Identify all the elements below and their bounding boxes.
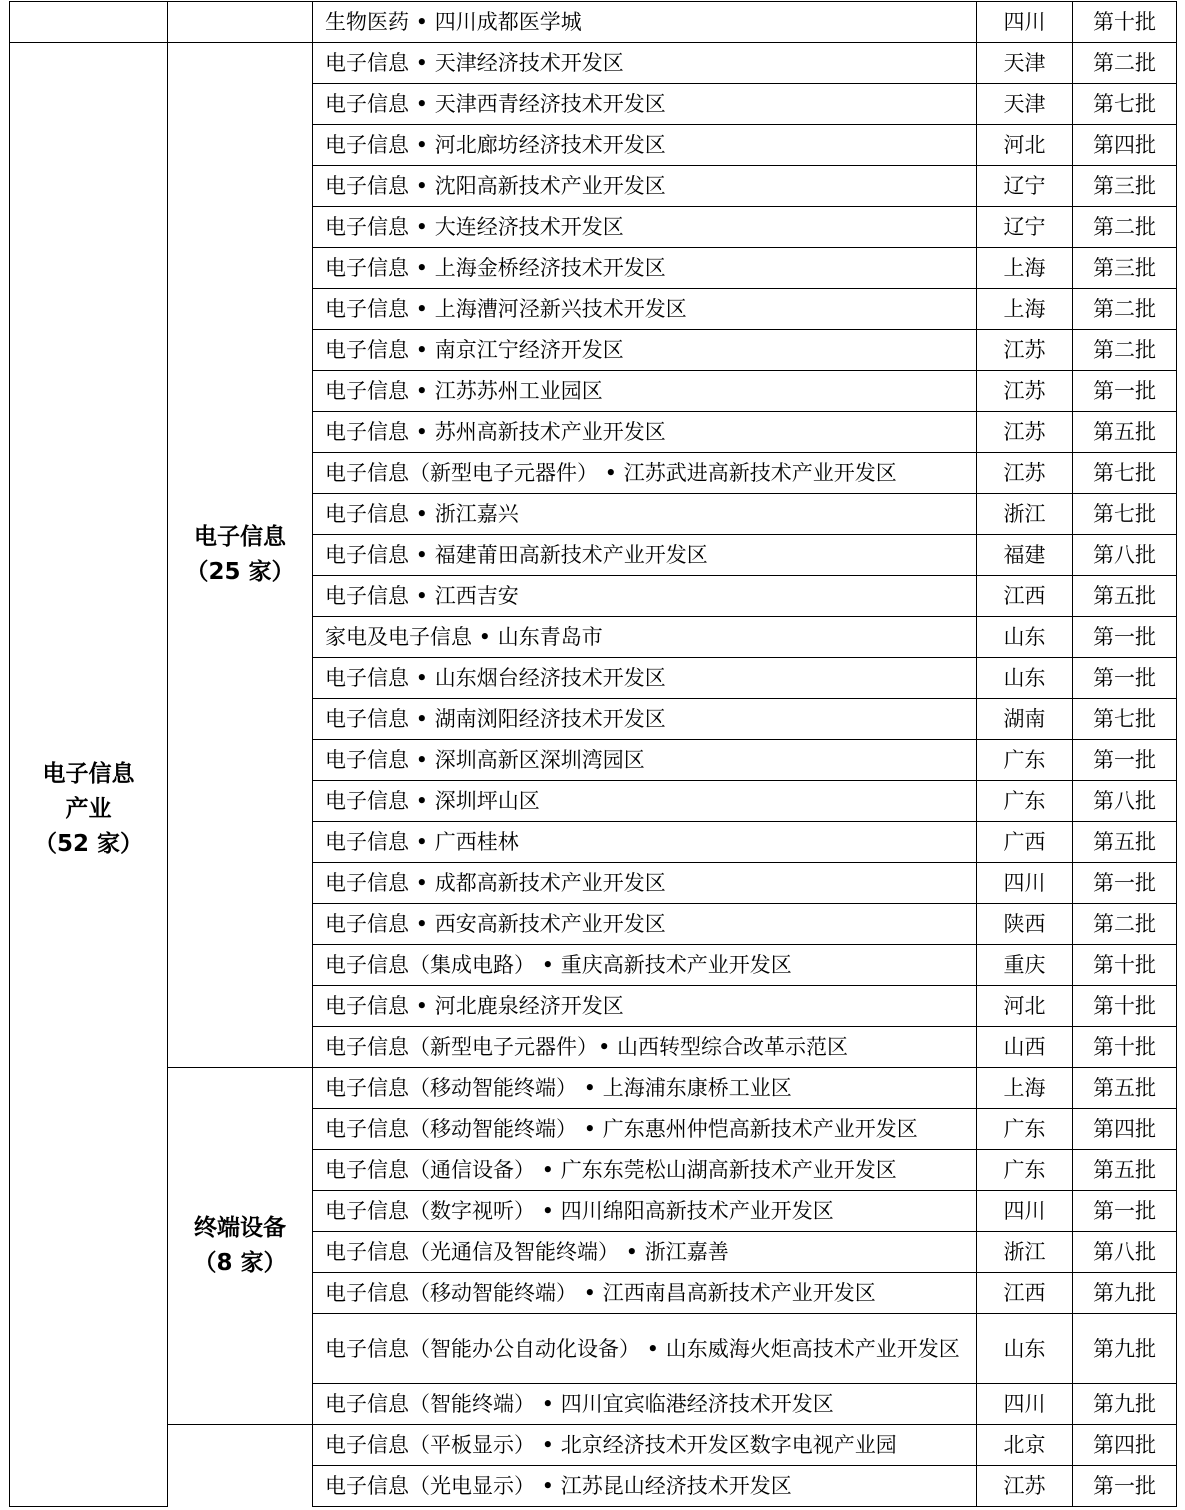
province: 浙江 [977, 1232, 1073, 1273]
province: 四川 [977, 2, 1073, 43]
batch: 第十批 [1073, 986, 1177, 1027]
province: 浙江 [977, 494, 1073, 535]
batch: 第一批 [1073, 658, 1177, 699]
base-name: 电子信息 • 江苏苏州工业园区 [313, 371, 977, 412]
batch: 第八批 [1073, 1232, 1177, 1273]
batch: 第五批 [1073, 576, 1177, 617]
batch: 第一批 [1073, 371, 1177, 412]
base-name: 电子信息（集成电路） • 重庆高新技术产业开发区 [313, 945, 977, 986]
province: 山西 [977, 1027, 1073, 1068]
batch: 第二批 [1073, 43, 1177, 84]
base-name: 电子信息（智能办公自动化设备） • 山东威海火炬高技术产业开发区 [313, 1314, 977, 1384]
province: 上海 [977, 248, 1073, 289]
batch: 第一批 [1073, 1466, 1177, 1507]
base-name: 电子信息（光通信及智能终端） • 浙江嘉善 [313, 1232, 977, 1273]
subcategory-terminal-cell [168, 1068, 313, 1425]
batch: 第二批 [1073, 904, 1177, 945]
batch: 第七批 [1073, 699, 1177, 740]
base-name: 电子信息 • 深圳坪山区 [313, 781, 977, 822]
province: 河北 [977, 986, 1073, 1027]
batch: 第二批 [1073, 330, 1177, 371]
industry-name-line1: 电子信息 [42, 761, 135, 787]
batch: 第九批 [1073, 1273, 1177, 1314]
province: 湖南 [977, 699, 1073, 740]
base-name: 电子信息 • 西安高新技术产业开发区 [313, 904, 977, 945]
table-row [10, 1425, 1177, 1466]
base-name: 电子信息 • 天津西青经济技术开发区 [313, 84, 977, 125]
batch: 第五批 [1073, 1068, 1177, 1109]
province: 山东 [977, 658, 1073, 699]
base-name: 电子信息 • 江西吉安 [313, 576, 977, 617]
base-name: 电子信息 • 福建莆田高新技术产业开发区 [313, 535, 977, 576]
batch: 第四批 [1073, 1425, 1177, 1466]
batch: 第二批 [1073, 289, 1177, 330]
base-name: 电子信息（新型电子元器件）• 山西转型综合改革示范区 [313, 1027, 977, 1068]
province: 江苏 [977, 330, 1073, 371]
province: 上海 [977, 289, 1073, 330]
batch: 第五批 [1073, 822, 1177, 863]
base-name: 家电及电子信息 • 山东青岛市 [313, 617, 977, 658]
province: 天津 [977, 84, 1073, 125]
base-name: 生物医药 • 四川成都医学城 [313, 2, 977, 43]
base-name: 电子信息 • 浙江嘉兴 [313, 494, 977, 535]
subcategory-count: （8 家） [193, 1250, 287, 1276]
base-name: 电子信息 • 天津经济技术开发区 [313, 43, 977, 84]
province: 北京 [977, 1425, 1073, 1466]
base-name: 电子信息（移动智能终端） • 江西南昌高新技术产业开发区 [313, 1273, 977, 1314]
province: 上海 [977, 1068, 1073, 1109]
base-name: 电子信息 • 深圳高新区深圳湾园区 [313, 740, 977, 781]
base-name: 电子信息 • 上海金桥经济技术开发区 [313, 248, 977, 289]
batch: 第八批 [1073, 535, 1177, 576]
province: 四川 [977, 863, 1073, 904]
base-name: 电子信息（移动智能终端） • 广东惠州仲恺高新技术产业开发区 [313, 1109, 977, 1150]
table-row [10, 43, 1177, 84]
batch: 第一批 [1073, 863, 1177, 904]
province: 江西 [977, 1273, 1073, 1314]
batch: 第四批 [1073, 125, 1177, 166]
province: 辽宁 [977, 207, 1073, 248]
batch: 第一批 [1073, 740, 1177, 781]
base-name: 电子信息 • 苏州高新技术产业开发区 [313, 412, 977, 453]
base-name: 电子信息（移动智能终端） • 上海浦东康桥工业区 [313, 1068, 977, 1109]
industry-name-line2: 产业 [65, 796, 112, 822]
batch: 第十批 [1073, 945, 1177, 986]
province: 广东 [977, 781, 1073, 822]
batch: 第九批 [1073, 1314, 1177, 1384]
industry-count: （52 家） [33, 831, 143, 857]
province: 重庆 [977, 945, 1073, 986]
base-name: 电子信息 • 河北鹿泉经济开发区 [313, 986, 977, 1027]
subcategory-display-cell [168, 1425, 313, 1507]
province: 天津 [977, 43, 1073, 84]
subcategory-name: 电子信息 [194, 524, 286, 550]
batch: 第三批 [1073, 248, 1177, 289]
base-name: 电子信息 • 湖南浏阳经济技术开发区 [313, 699, 977, 740]
province: 广西 [977, 822, 1073, 863]
base-name: 电子信息（光电显示） • 江苏昆山经济技术开发区 [313, 1466, 977, 1507]
base-name: 电子信息（智能终端） • 四川宜宾临港经济技术开发区 [313, 1384, 977, 1425]
province: 四川 [977, 1191, 1073, 1232]
blank-subcategory-cell [168, 2, 313, 43]
base-name: 电子信息（平板显示） • 北京经济技术开发区数字电视产业园 [313, 1425, 977, 1466]
subcategory-electronic-cell [168, 43, 313, 1068]
table-row [10, 1068, 1177, 1109]
base-name: 电子信息 • 河北廊坊经济技术开发区 [313, 125, 977, 166]
subcategory-count: （25 家） [185, 559, 295, 585]
province: 河北 [977, 125, 1073, 166]
base-name: 电子信息 • 上海漕河泾新兴技术开发区 [313, 289, 977, 330]
province: 广东 [977, 1109, 1073, 1150]
province: 广东 [977, 740, 1073, 781]
base-name: 电子信息 • 沈阳高新技术产业开发区 [313, 166, 977, 207]
province: 山东 [977, 1314, 1073, 1384]
batch: 第三批 [1073, 166, 1177, 207]
base-name: 电子信息（数字视听） • 四川绵阳高新技术产业开发区 [313, 1191, 977, 1232]
batch: 第五批 [1073, 1150, 1177, 1191]
batch: 第五批 [1073, 412, 1177, 453]
batch: 第一批 [1073, 1191, 1177, 1232]
batch: 第四批 [1073, 1109, 1177, 1150]
province: 四川 [977, 1384, 1073, 1425]
province: 广东 [977, 1150, 1073, 1191]
province: 江苏 [977, 412, 1073, 453]
base-name: 电子信息（通信设备） • 广东东莞松山湖高新技术产业开发区 [313, 1150, 977, 1191]
province: 江苏 [977, 453, 1073, 494]
province: 辽宁 [977, 166, 1073, 207]
base-name: 电子信息 • 广西桂林 [313, 822, 977, 863]
province: 江西 [977, 576, 1073, 617]
subcategory-name: 终端设备 [194, 1215, 286, 1241]
base-name: 电子信息 • 山东烟台经济技术开发区 [313, 658, 977, 699]
base-name: 电子信息 • 成都高新技术产业开发区 [313, 863, 977, 904]
province: 山东 [977, 617, 1073, 658]
blank-category-cell [10, 2, 168, 43]
batch: 第七批 [1073, 453, 1177, 494]
batch: 第二批 [1073, 207, 1177, 248]
base-name: 电子信息 • 南京江宁经济开发区 [313, 330, 977, 371]
base-name: 电子信息 • 大连经济技术开发区 [313, 207, 977, 248]
batch: 第一批 [1073, 617, 1177, 658]
base-name: 电子信息（新型电子元器件） • 江苏武进高新技术产业开发区 [313, 453, 977, 494]
batch: 第七批 [1073, 84, 1177, 125]
province: 陕西 [977, 904, 1073, 945]
province: 福建 [977, 535, 1073, 576]
province: 江苏 [977, 1466, 1073, 1507]
industry-category-cell [10, 43, 168, 1507]
province: 江苏 [977, 371, 1073, 412]
batch: 第八批 [1073, 781, 1177, 822]
batch: 第十批 [1073, 2, 1177, 43]
table-row [10, 2, 1177, 43]
batch: 第十批 [1073, 1027, 1177, 1068]
batch: 第七批 [1073, 494, 1177, 535]
batch: 第九批 [1073, 1384, 1177, 1425]
industry-bases-table [9, 1, 1177, 1507]
